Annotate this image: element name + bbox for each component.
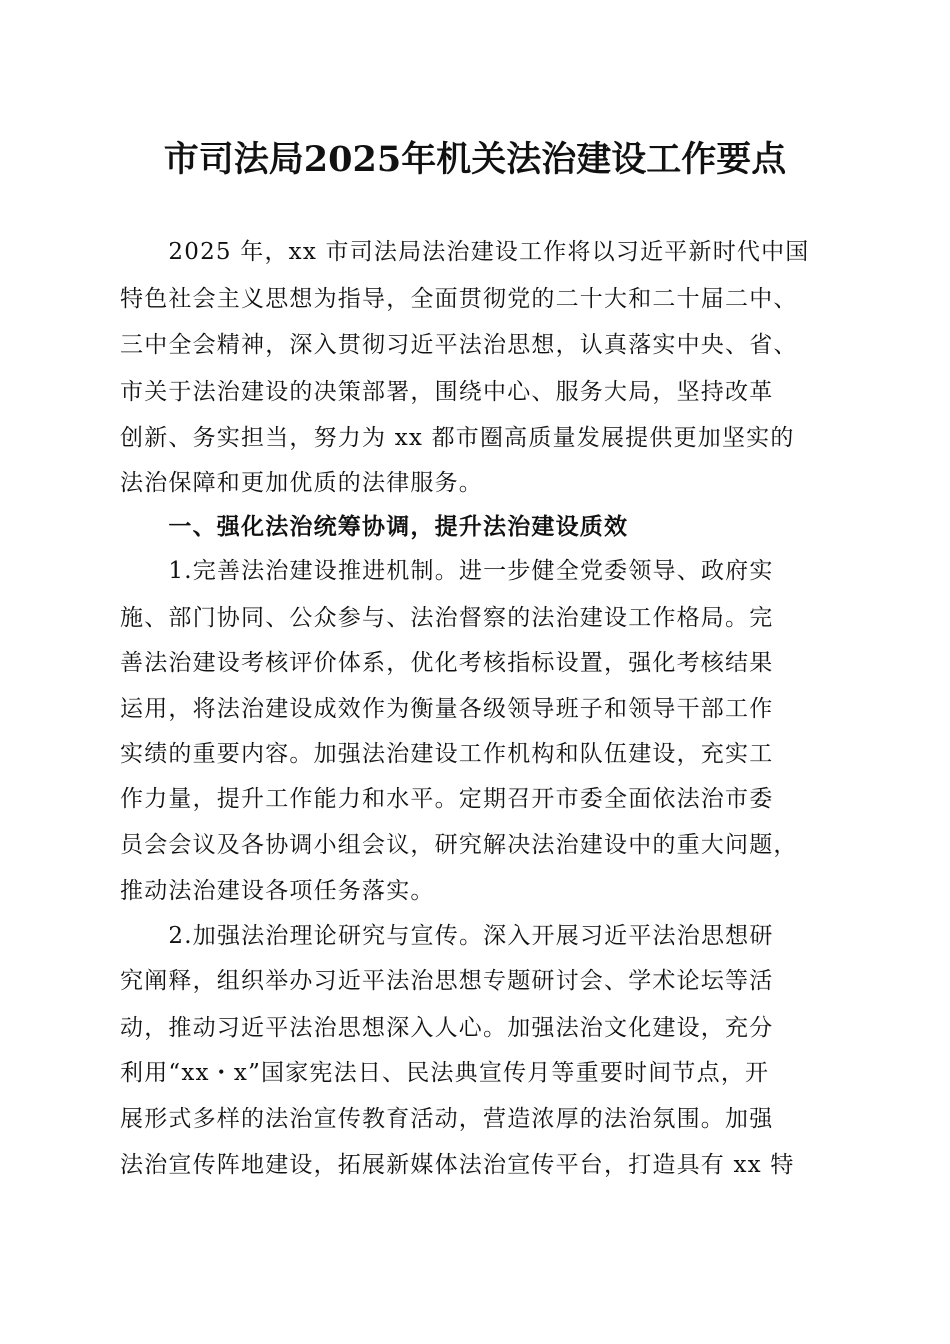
paragraph-line: 动，推动习近平法治思想深入人心。加强法治文化建设，充分 — [120, 1015, 774, 1041]
paragraph-line: 三中全会精神，深入贯彻习近平法治思想，认真落实中央、省、 — [120, 332, 798, 358]
paragraph-line: 2025 年，xx 市司法局法治建设工作将以习近平新时代中国 — [120, 239, 810, 265]
paragraph-line: 究阐释，组织举办习近平法治思想专题研讨会、学术论坛等活 — [120, 968, 774, 994]
paragraph-line: 利用“xx・x”国家宪法日、民法典宣传月等重要时间节点，开 — [120, 1060, 770, 1086]
paragraph-line: 员会会议及各协调小组会议，研究解决法治建设中的重大问题， — [120, 832, 798, 858]
document-title: 市司法局2025年机关法治建设工作要点 — [163, 139, 787, 180]
paragraph-line: 展形式多样的法治宣传教育活动，营造浓厚的法治氛围。加强 — [120, 1106, 774, 1132]
paragraph-line: 特色社会主义思想为指导，全面贯彻党的二十大和二十届二中、 — [120, 286, 798, 312]
paragraph-line: 善法治建设考核评价体系，优化考核指标设置，强化考核结果 — [120, 650, 774, 676]
paragraph-line: 运用，将法治建设成效作为衡量各级领导班子和领导干部工作 — [120, 696, 774, 722]
paragraph-line: 施、部门协同、公众参与、法治督察的法治建设工作格局。完 — [120, 605, 774, 631]
paragraph-line: 推动法治建设各项任务落实。 — [120, 878, 435, 904]
paragraph-line: 作力量，提升工作能力和水平。定期召开市委全面依法治市委 — [120, 786, 774, 812]
paragraph-line: 2.加强法治理论研究与宣传。深入开展习近平法治思想研 — [120, 923, 774, 949]
paragraph-line: 1.完善法治建设推进机制。进一步健全党委领导、政府实 — [120, 558, 774, 584]
paragraph-line: 法治保障和更加优质的法律服务。 — [120, 470, 483, 496]
paragraph-line: 市关于法治建设的决策部署，围绕中心、服务大局，坚持改革 — [120, 379, 774, 405]
section-heading: 一、强化法治统筹协调，提升法治建设质效 — [120, 513, 629, 540]
paragraph-line: 创新、务实担当，努力为 xx 都市圈高质量发展提供更加坚实的 — [120, 425, 795, 451]
paragraph-line: 法治宣传阵地建设，拓展新媒体法治宣传平台，打造具有 xx 特 — [120, 1152, 795, 1178]
paragraph-line: 实绩的重要内容。加强法治建设工作机构和队伍建设，充实工 — [120, 741, 774, 767]
